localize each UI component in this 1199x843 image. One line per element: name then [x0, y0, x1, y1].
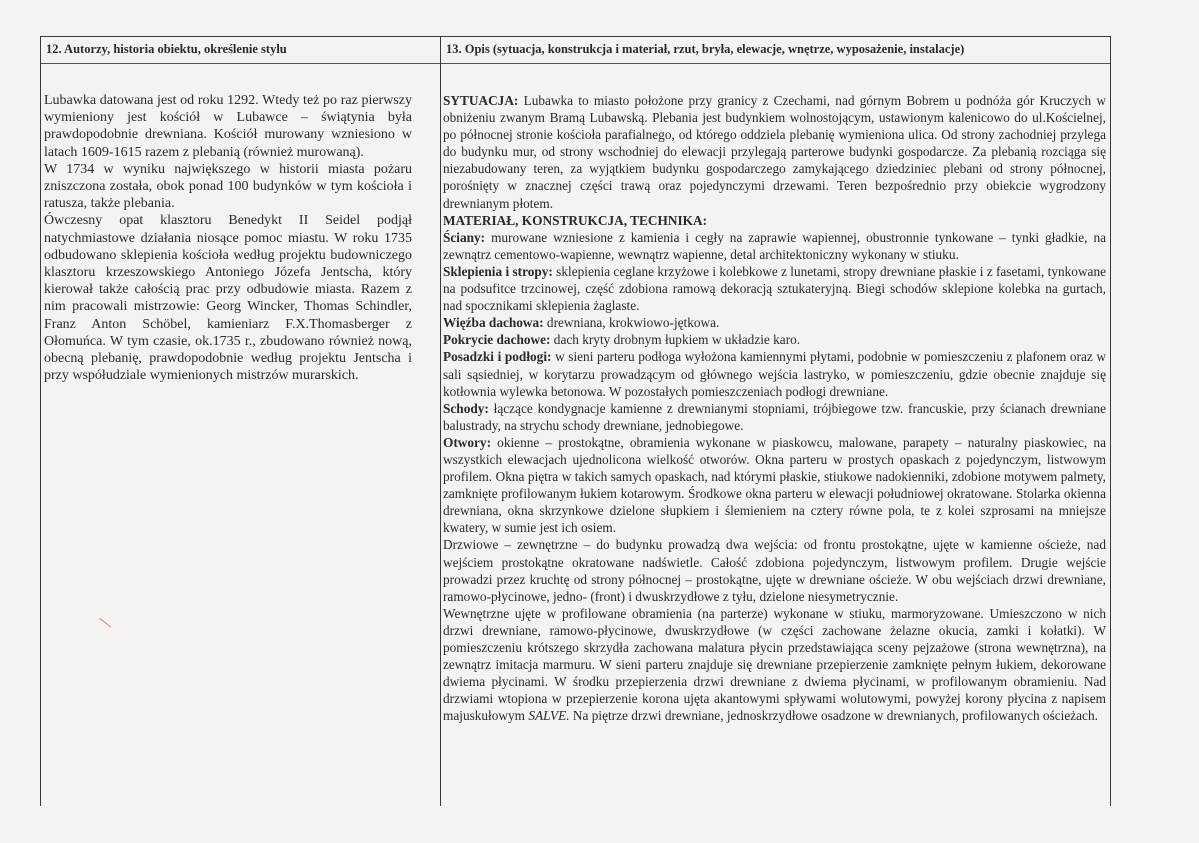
floors-text: w sieni parteru podłoga wyłożona kamiennymi płytami, podobnie w pomieszczeniu z plafonem oraz w sali sąsiedniej, w korytarzu prowadzącym od głównego wejścia lastryko, w pomieszczeniu, gdzie obecnie znajduje się kotłownia wylewka betonowa. W pozostałych pomieszczeniach podłogi drewniane. [443, 349, 1106, 399]
stairs-paragraph [443, 400, 1106, 434]
column-divider [440, 36, 441, 806]
vaults-paragraph [443, 263, 1106, 314]
roofing-label: Pokrycie dachowe: [443, 332, 551, 348]
interior-doors-text: Wewnętrzne ujęte w profilowane obramienia (na parterze) wykonane w stiuku, marmoryzowane. Umieszczono w nich drzwi drewniane, ramowo-płycinowe, dwuskrzydłowe (w części zachowane żelazne okucia, zamki i kołatki). W pomieszczeniu krótszego skrzydła zachowana malatura płycin przedstawiająca sceny pejzażowe (strona wewnętrzna), na zewnątrz imitacja marmuru. W sieni parteru znajduje się drewniane przepierzenie zamknięte pełnym łukiem, dekorowane dwiema płycinami. W środku przepierzenia drzwi drewniane z dwiema płycinami, w profilowanym obramieniu. Nad drzwiami wtopiona w przepierzenie korona ujęta akantowymi spływami wolutowymi, powyżej korony płycina z napisem majuskułowym [443, 605, 1106, 724]
history-paragraph: Lubawka datowana jest od roku 1292. Wtedy też po raz pierwszy wymieniony jest kościół w Lubawce – świątynia była prawdopodobnie drewniana. Kościół murowany wzniesiono w latach 1609-1615 razem z plebanią (również murowaną). [44, 93, 412, 160]
stairs-text: łączące kondygnacje kamienne z drewnianymi stopniami, trójbiegowe tzw. francuskie, przy ścianach drewniane balustrady, na strychu schody drewniane, jednobiegowe. [443, 400, 1106, 433]
roofing-paragraph [443, 331, 1106, 348]
openings-text: okienne – prostokątne, obramienia wykonane w piaskowcu, malowane, parapety – naturalny piaskowiec, na wszystkich elewacjach ujednolicona wielkość otworów. Okna parteru w prostych opaskach z pojedynczym, listwowym profilem. Okna piętra w takich samych opaskach, nad którymi płaskie, stiukowe nadokienniki, zdobione motywem palmety, zamknięte profilowanym łukiem kotarowym. Środkowe okna parteru w elewacji południowej okratowane. Stolarka okienna drewniana, okna skrzynkowe dzielone słupkiem i ślemieniem na cztery równe pola, te z kolei szprosami na mniejsze kwatery, w sumie jest ich osiem. [443, 434, 1106, 536]
roofing-text: dach kryty drobnym łupkiem w układzie karo. [550, 332, 801, 348]
material-heading: MATERIAŁ, KONSTRUKCJA, TECHNIKA: [443, 212, 707, 228]
right-column-heading: 13. Opis (sytuacja, konstrukcja i materiał, rzut, bryła, elewacje, wnętrze, wyposażenie, instalacje) [446, 42, 965, 56]
stairs-label: Schody: [443, 400, 489, 416]
walls-paragraph [443, 229, 1106, 263]
table-top-rule [40, 36, 1110, 37]
roof-truss-label: Więźba dachowa: [443, 315, 544, 331]
table-right-border [1110, 36, 1111, 806]
vaults-label: Sklepienia i stropy: [443, 263, 553, 279]
interior-doors-text-end: Na piętrze drzwi drewniane, jednoskrzydłowe osadzone w drewnianych, profilowanych ościeżach. [569, 708, 1098, 724]
roof-truss-paragraph [443, 314, 1106, 331]
history-paragraph: W 1734 w wyniku największego w historii miasta pożaru zniszczona została, obok ponad 100 budynków w tym kościoła i ratusza, także plebania. [44, 161, 412, 212]
walls-text: murowane wzniesione z kamienia i cegły na zaprawie wapiennej, obustronnie tynkowane – tynki gładkie, na zewnątrz cementowo-wapienne, wewnątrz wapienne, detal architektoniczny wykonany w stiuku. [443, 229, 1106, 262]
vaults-text: sklepienia ceglane krzyżowe i kolebkowe z lunetami, stropy drewniane płaskie i z fasetami, tynkowane na podsufitce trzcinowej, część zdobiona ramową dekoracją sztukateryjną. Biegi schodów sklepione kolebka na gurtach, nad spocznikami sklepienia żaglaste. [443, 263, 1107, 314]
history-paragraph: Ówczesny opat klasztoru Benedykt II Seidel podjął natychmiastowe działania niosące pomoc miastu. W roku 1735 odbudowano sklepienia kościoła według projektu budowniczego klasztoru krzeszowskiego Antoniego Józefa Jentscha, który kierował także całością prac przy odbudowie miasta. Razem z nim pracowali mistrzowie: Georg Wincker, Thomas Schindler, Franz Anton Schöbel, kamieniarz F.X.Thomasberger z Ołomuńca. W tym czasie, ok.1735 r., zbudowano również nową, obecną plebanię, prawdopodobnie według projektu Jentscha i przy współudziale wymienionych mistrzów murarskich. [44, 213, 412, 384]
situation-text: Lubawka to miasto położone przy granicy z Czechami, nad górnym Bobrem u podnóża gór Kruczych w obniżeniu zwanym Bramą Lubawską. Plebania jest budynkiem wolnostojącym, ustawionym kalenicowo do ul.Kościelnej, po północnej stronie kościoła parafialnego, od którego oddziela plebanię wymieniona ulica. Od strony zachodniej przylega do budynku mur, od strony wschodniej do elewacji przylegają parterowe budynki gospodarcze. Za plebanią rozciąga się niezabudowany teren, za wyjątkiem budynku gospodarczego zamykającego dziedziniec plebani od strony północnej, porośnięty w znacznej części trawą oraz pojedynczymi drzewami. Teren bezpośrednio przy obiekcie wygrodzony drewnianym płotem. [443, 93, 1106, 211]
salve-inscription: SALVE. [528, 708, 570, 724]
table-left-border [40, 36, 41, 806]
situation-label: SYTUACJA: [443, 93, 519, 108]
description-text [443, 92, 1106, 724]
floors-paragraph [443, 348, 1106, 399]
history-text [44, 92, 412, 384]
floors-label: Posadzki i podłogi: [443, 349, 552, 365]
interior-doors-paragraph [443, 605, 1106, 725]
pen-mark [93, 618, 111, 635]
walls-label: Ściany: [443, 229, 486, 245]
roof-truss-text: drewniana, krokwiowo-jętkowa. [543, 315, 720, 331]
situation-paragraph [443, 92, 1106, 212]
header-divider-rule [40, 63, 1110, 64]
exterior-doors-paragraph: Drzwiowe – zewnętrzne – do budynku prowadzą dwa wejścia: od frontu prostokątne, ujęte w kamienne ościeże, nad wejściem prostokątne okratowane nadświetle. Całość zdobiona pojedynczym, listwowym profilem. Drugie wejście prowadzi przez kruchtę od strony północnej – prostokątne, ujęte w drewniane ościeże. W obu wejściach drzwi drewniane, ramowo-płycinowe, jedno- (front) i dwuskrzydłowe z tyłu, dzielone niesymetrycznie. [443, 537, 1106, 604]
left-column-heading: 12. Autorzy, historia obiektu, określenie stylu [46, 42, 287, 56]
openings-label: Otwory: [443, 434, 491, 450]
openings-paragraph [443, 434, 1106, 537]
